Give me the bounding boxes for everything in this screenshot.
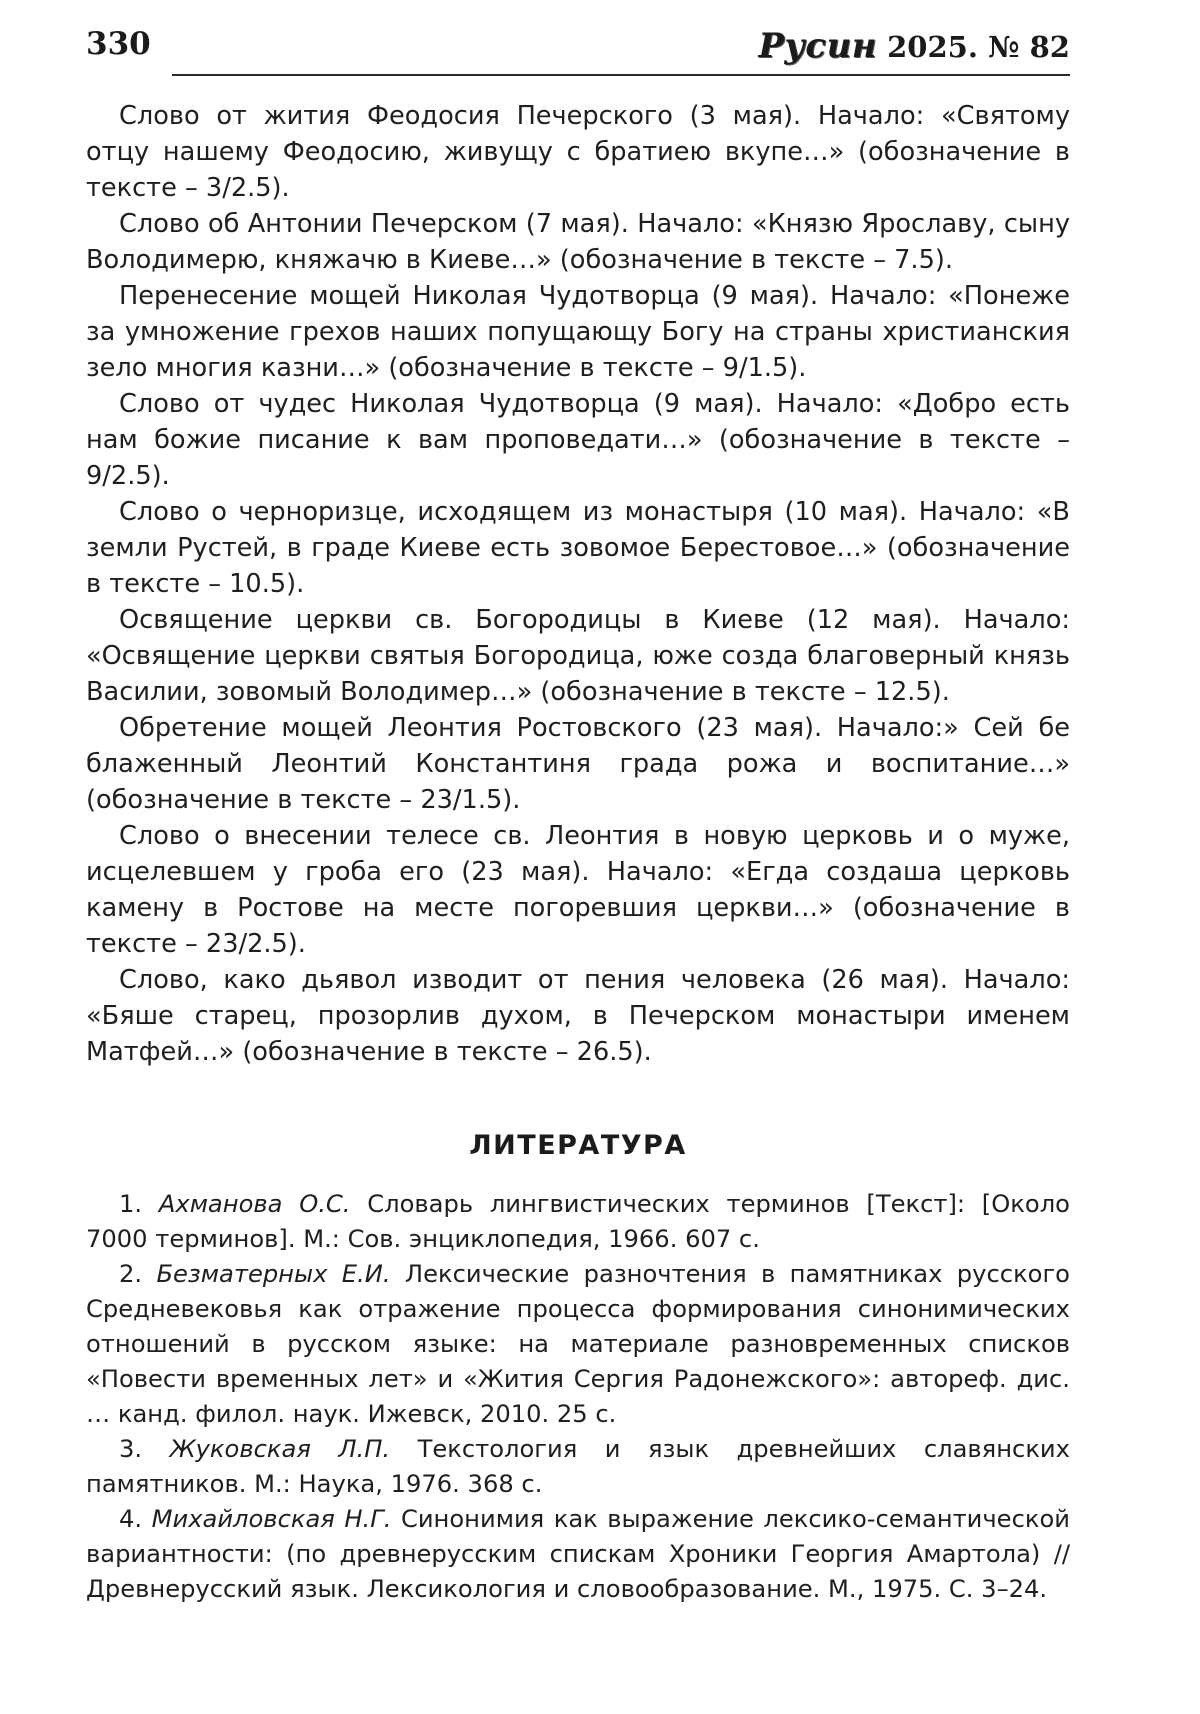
paragraph: Обретение мощей Леонтия Ростовского (23 мая). Начало:» Сей бе блаженный Леонтий Константиня града рожа и воспитание…» (обозначение в тексте – 23/1.5).	[86, 713, 1070, 815]
reference-number: 3.	[119, 1435, 143, 1463]
reference-author: Безматерных Е.И.	[156, 1260, 391, 1288]
page-number: 330	[86, 26, 151, 62]
reference-author: Михайловская Н.Г.	[151, 1505, 392, 1533]
body-text	[86, 98, 1070, 1070]
header-rule	[172, 74, 1070, 76]
reference-list	[86, 1187, 1070, 1607]
reference-text: Текстология и язык древнейших славянских памятников. М.: Наука, 1976. 368 с.	[86, 1435, 1070, 1498]
paragraph: Слово от жития Феодосия Печерского (3 мая). Начало: «Святому отцу нашему Феодосию, живущу с братиею вкупе…» (обозначение в тексте – 3/2.5).	[86, 101, 1070, 203]
journal-issue: 2025. № 82	[887, 30, 1070, 64]
reference-number: 4.	[119, 1505, 143, 1533]
reference-item	[86, 1432, 1070, 1502]
paragraph: Слово, како дьявол изводит от пения человека (26 мая). Начало: «Бяше старец, прозорлив духом, в Печерском монастыри именем Матфей…» (обозначение в тексте – 26.5).	[86, 965, 1070, 1067]
paragraph: Слово о внесении телесе св. Леонтия в новую церковь и о муже, исцелевшем у гроба его (23 мая). Начало: «Егда создаша церковь камену в Ростове на месте погоревшия церкви…» (обозначение в тексте – 23/2.5).	[86, 821, 1070, 959]
paragraph: Слово об Антонии Печерском (7 мая). Начало: «Князю Ярославу, сыну Володимерю, княжачю в Киеве…» (обозначение в тексте – 7.5).	[86, 209, 1070, 275]
running-header	[86, 22, 1070, 78]
reference-text: Словарь лингвистических терминов [Текст]: [Около 7000 терминов]. М.: Сов. энциклопедия, 1966. 607 с.	[86, 1190, 1070, 1253]
reference-number: 1.	[119, 1190, 143, 1218]
reference-author: Жуковская Л.П.	[169, 1435, 391, 1463]
paragraph: Освящение церкви св. Богородицы в Киеве (12 мая). Начало: «Освящение церкви святыя Богородица, юже созда благоверный князь Василии, зовомый Володимер…» (обозначение в тексте – 12.5).	[86, 605, 1070, 707]
reference-text: Синонимия как выражение лексико-семантической вариантности: (по древнерусским спискам Хроники Георгия Амартола) // Древнерусский язык. Лексикология и словообразование. М., 1975. С. 3–24.	[86, 1505, 1070, 1603]
reference-author: Ахманова О.С.	[158, 1190, 351, 1218]
paragraph: Перенесение мощей Николая Чудотворца (9 мая). Начало: «Понеже за умножение грехов наших попущающу Богу на страны христианския зело многия казни…» (обозначение в тексте – 9/1.5).	[86, 281, 1070, 383]
literature-heading: ЛИТЕРАТУРА	[469, 1130, 687, 1161]
reference-item	[86, 1257, 1070, 1432]
paragraph: Слово от чудес Николая Чудотворца (9 мая). Начало: «Добро есть нам божие писание к вам проповедати…» (обозначение в тексте – 9/2.5).	[86, 389, 1070, 491]
paragraph: Слово о черноризце, исходящем из монастыря (10 мая). Начало: «В земли Рустей, в граде Киеве есть зовомое Берестовое…» (обозначение в тексте – 10.5).	[86, 497, 1070, 599]
journal-logo: Русин	[758, 26, 878, 66]
document-page	[86, 22, 1070, 1682]
reference-item	[86, 1502, 1070, 1607]
journal-title	[758, 26, 1070, 66]
reference-number: 2.	[119, 1260, 143, 1288]
reference-item	[86, 1187, 1070, 1257]
reference-text: Лексические разночтения в памятниках русского Средневековья как отражение процесса формирования синонимических отношений в русском языке: на материале разновременных списков «Повести временных лет» и «Жития Сергия Радонежского»: автореф. дис. … канд. филол. наук. Ижевск, 2010. 25 с.	[86, 1260, 1070, 1428]
